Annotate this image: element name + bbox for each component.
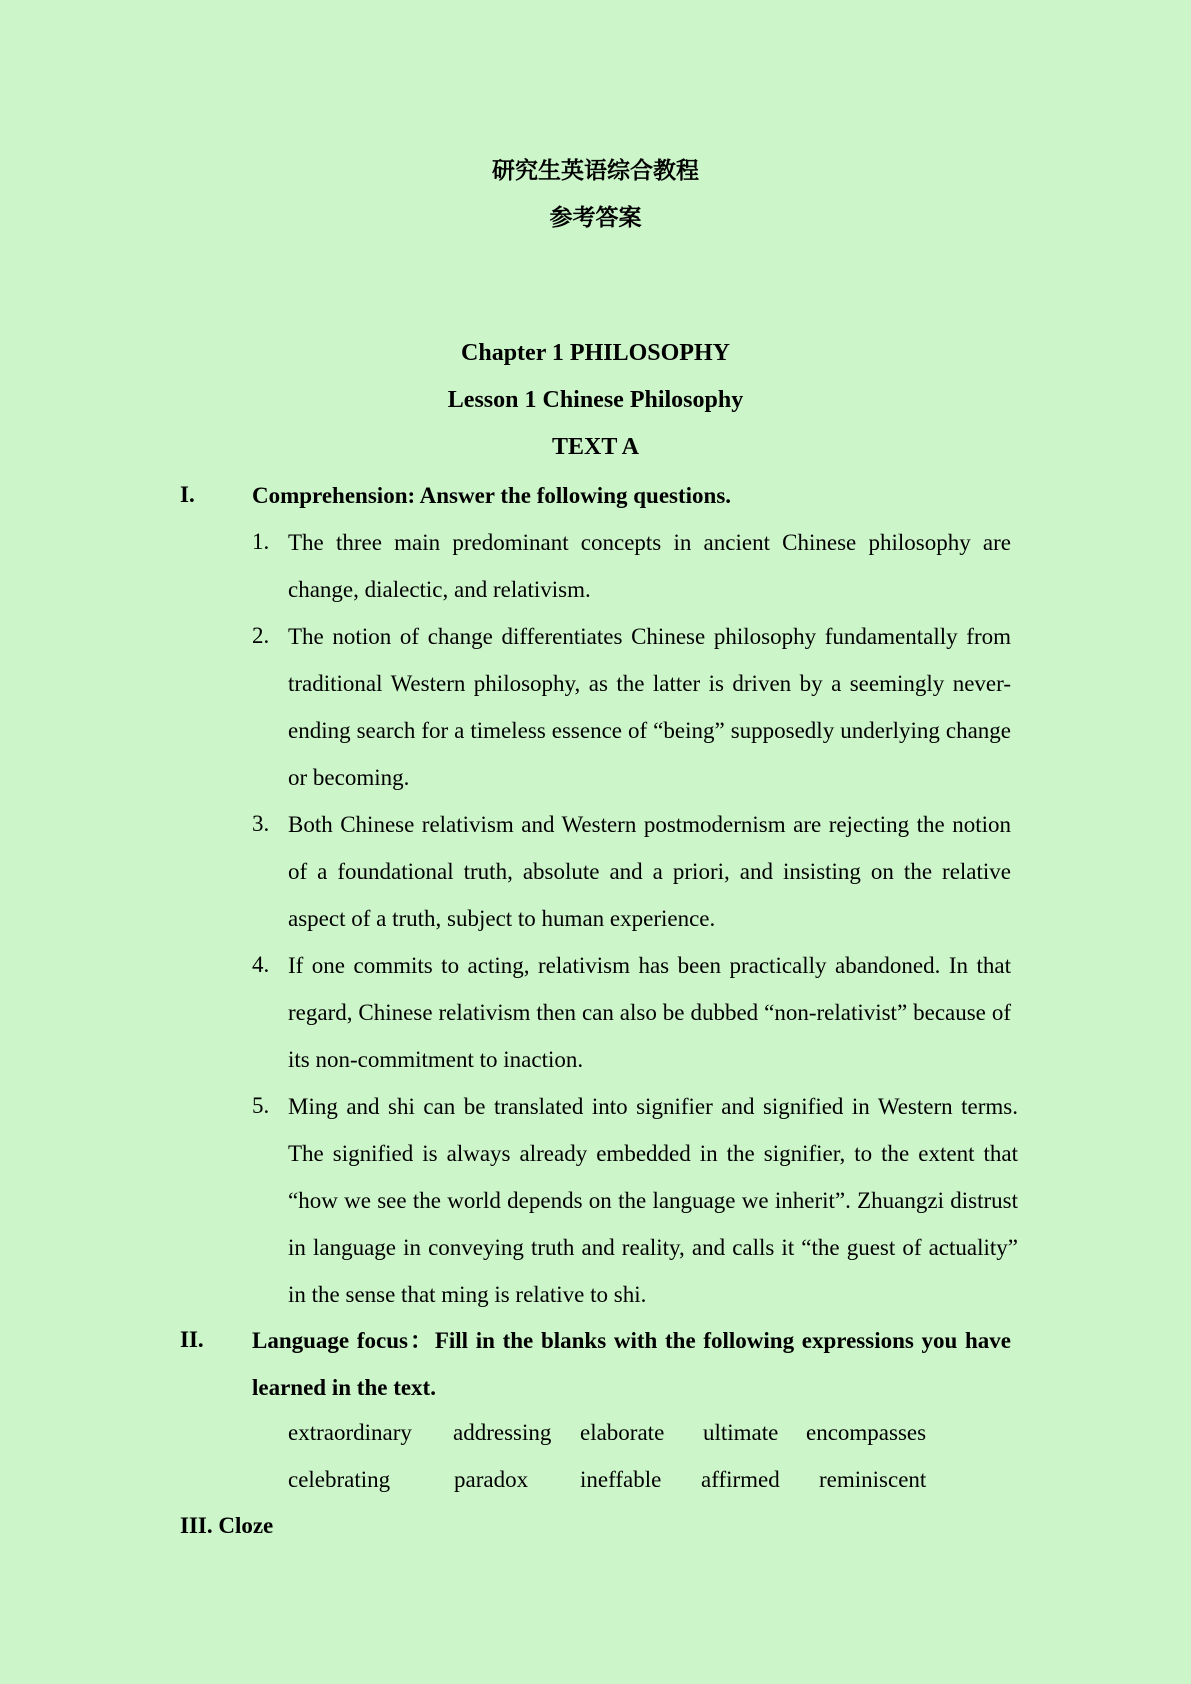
chapter-title: Chapter 1 PHILOSOPHY xyxy=(461,340,730,366)
book-subtitle: 参考答案 xyxy=(549,205,642,231)
section-2-number: II. xyxy=(180,1327,204,1352)
question-4-answer: If one commits to acting, relativism has been practically abandoned. In that regard, Chinese relativism then can also be dubbed “non-relativist” because of its non-commitment to inaction. xyxy=(288,953,1011,1072)
section-1-number: I. xyxy=(180,482,195,507)
word-bank-item: affirmed xyxy=(701,1467,780,1492)
word-bank-item: encompasses xyxy=(806,1420,927,1445)
question-2-number: 2. xyxy=(252,623,270,648)
word-bank-item: ineffable xyxy=(580,1467,662,1492)
question-3-number: 3. xyxy=(252,811,270,836)
word-bank-item: addressing xyxy=(453,1420,552,1445)
question-2-answer: The notion of change differentiates Chinese philosophy fundamentally from traditional Western philosophy, as the latter is driven by a seemingly never-ending search for a timeless essence of “being” supposedly underlying change or becoming. xyxy=(288,624,1011,790)
question-5-answer: Ming and shi can be translated into signifier and signified in Western terms. The signified is always already embedded in the signifier, to the extent that “how we see the world depends on the language we inherit”. Zhuangzi distrust in language in conveying truth and reality, and calls it “the guest of actuality” in the sense that ming is relative to shi. xyxy=(288,1094,1018,1307)
word-bank-row-2 xyxy=(288,1467,988,1497)
question-1-number: 1. xyxy=(252,529,270,554)
word-bank-row-1 xyxy=(288,1420,988,1450)
book-title: 研究生英语综合教程 xyxy=(492,158,699,184)
word-bank-item: paradox xyxy=(454,1467,529,1492)
question-4-number: 4. xyxy=(252,952,270,977)
question-3-answer: Both Chinese relativism and Western postmodernism are rejecting the notion of a foundational truth, absolute and a priori, and insisting on the relative aspect of a truth, subject to human experience. xyxy=(288,812,1011,931)
word-bank-item: celebrating xyxy=(288,1467,391,1492)
section-2-title: Language focus：Fill in the blanks with the following expressions you have learned in the text. xyxy=(252,1328,1011,1400)
section-1-title: Comprehension: Answer the following questions. xyxy=(252,483,732,508)
question-1-answer: The three main predominant concepts in ancient Chinese philosophy are change, dialectic, and relativism. xyxy=(288,530,1011,602)
text-label: TEXT A xyxy=(552,434,639,460)
word-bank-item: elaborate xyxy=(580,1420,665,1445)
question-5-number: 5. xyxy=(252,1093,270,1118)
lesson-title: Lesson 1 Chinese Philosophy xyxy=(447,387,744,413)
word-bank-item: reminiscent xyxy=(819,1467,927,1492)
word-bank-item: extraordinary xyxy=(288,1420,412,1445)
word-bank-item: ultimate xyxy=(703,1420,779,1445)
section-3-title: III. Cloze xyxy=(180,1513,274,1538)
